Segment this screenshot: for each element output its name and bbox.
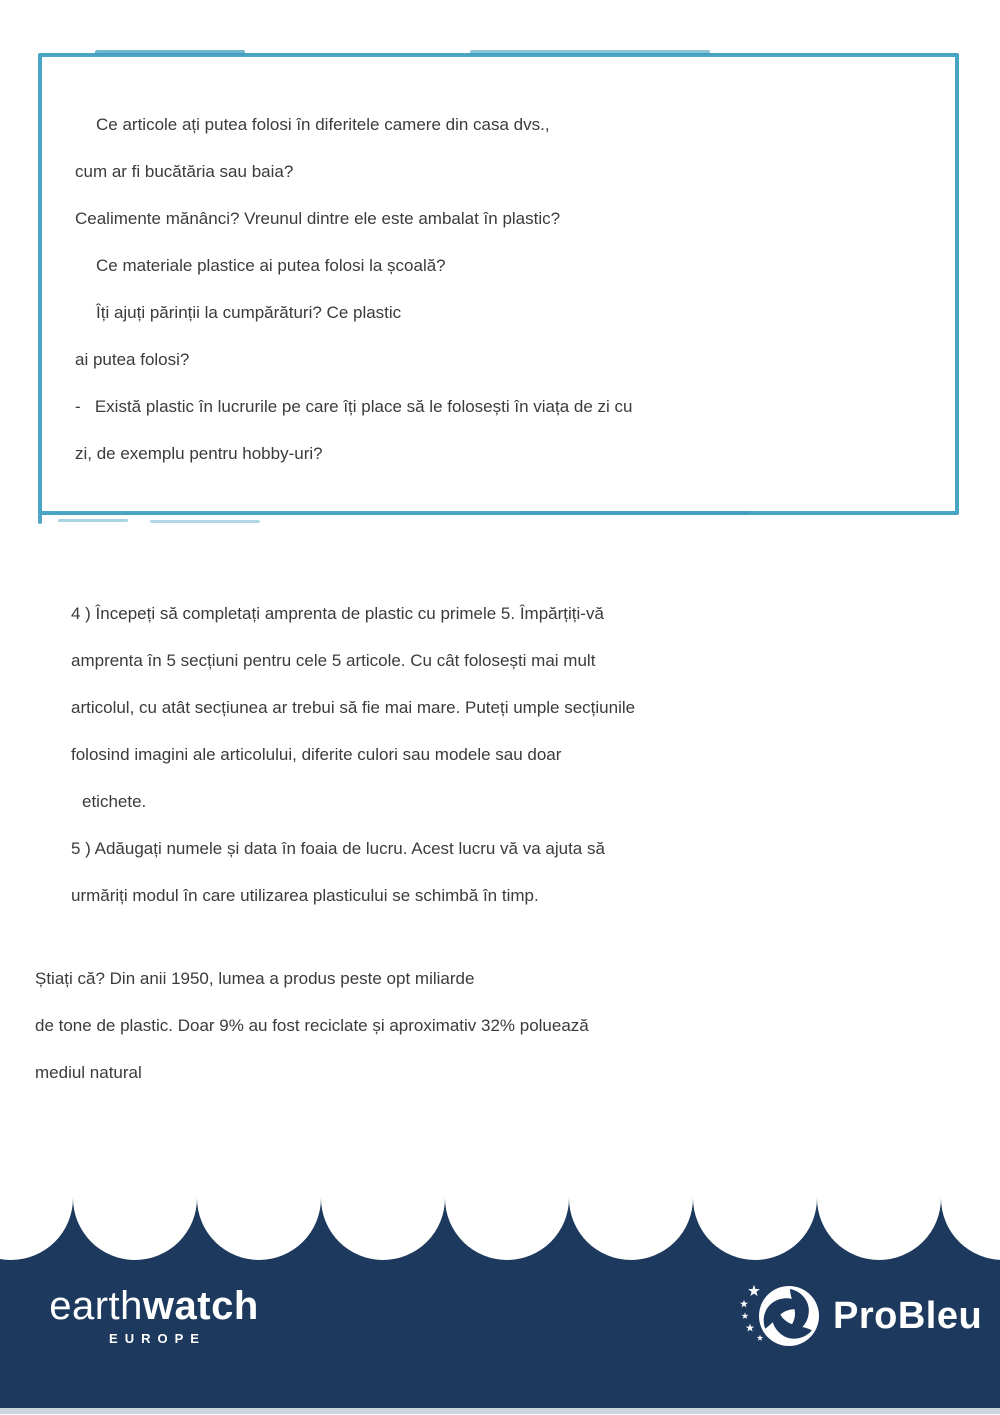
question-line: - Există plastic în lucrurile pe care îți place să le folosești în viața de zi cu [75, 397, 633, 416]
question-line: cum ar fi bucătăria sau baia? [75, 162, 294, 181]
box-border-stroke [95, 50, 245, 55]
instructions-section [71, 590, 635, 919]
instruction-line: urmăriți modul în care utilizarea plasticului se schimbă în timp. [71, 886, 539, 905]
question-line: Ce articole ați putea folosi în diferitele camere din casa dvs., [96, 115, 550, 134]
question-line: Cealimente mănânci? Vreunul dintre ele este ambalat în plastic? [75, 209, 561, 228]
instruction-line: 4 ) Începeți să completați amprenta de plastic cu primele 5. Împărțiți-vă [71, 604, 604, 623]
instruction-line: etichete. [82, 792, 147, 811]
question-line: Ce materiale plastice ai putea folosi la școală? [96, 256, 446, 275]
wave-edge-graphic [0, 1196, 1000, 1262]
question-line: Îți ajuți părinții la cumpărături? Ce plastic [96, 303, 402, 322]
page-bottom-edge [0, 1408, 1000, 1414]
fact-line: mediul natural [35, 1063, 142, 1082]
earthwatch-word-watch: watch [142, 1284, 259, 1328]
instruction-line: 5 ) Adăugați numele și data în foaia de lucru. Acest lucru vă va ajuta să [71, 839, 605, 858]
fact-line: de tone de plastic. Doar 9% au fost reciclate și aproximativ 32% poluează [35, 1016, 589, 1035]
box-border-stroke [470, 50, 710, 55]
probleu-wave-icon [737, 1282, 821, 1350]
box-border-stroke [38, 514, 42, 524]
instruction-line: folosind imagini ale articolului, diferite culori sau modele sau doar [71, 745, 562, 764]
question-line: ai putea folosi? [75, 350, 190, 369]
earthwatch-wordmark [26, 1284, 282, 1328]
fact-line: Știați că? Din anii 1950, lumea a produs peste opt miliarde [35, 969, 475, 988]
earthwatch-europe-label: EUROPE [109, 1331, 206, 1346]
earthwatch-word-earth: earth [49, 1284, 143, 1328]
question-line: zi, de exemplu pentru hobby-uri? [75, 444, 323, 463]
probleu-logo [737, 1282, 982, 1350]
box-border-stroke [520, 511, 750, 515]
instruction-line: articolul, cu atât secțiunea ar trebui să fie mai mare. Puteți umple secțiunile [71, 698, 636, 717]
instruction-line: amprenta în 5 secțiuni pentru cele 5 articole. Cu cât folosești mai mult [71, 651, 596, 670]
question-box [38, 53, 959, 515]
box-border-stroke [150, 520, 260, 523]
probleu-wordmark: ProBleu [833, 1294, 983, 1337]
earthwatch-logo [26, 1284, 282, 1346]
facts-section [35, 955, 589, 1096]
box-border-stroke [58, 519, 128, 522]
